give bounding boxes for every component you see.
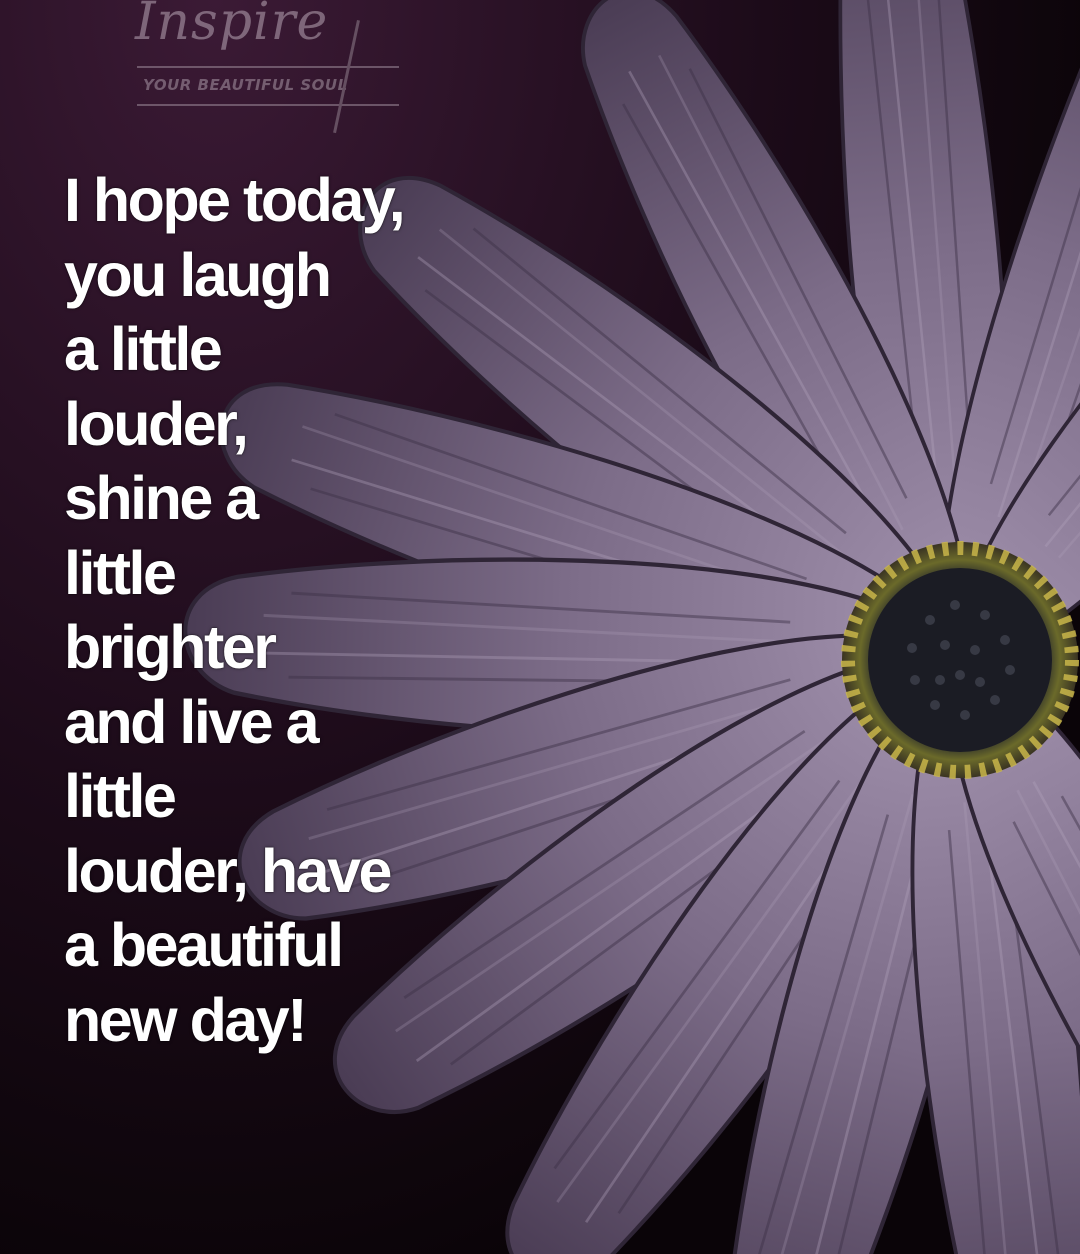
- quote-line: little: [64, 538, 175, 607]
- quote-line: shine a: [64, 464, 257, 532]
- watermark-brand: Inspire: [135, 0, 329, 52]
- quote-line: brighter: [64, 613, 275, 681]
- quote-line: you laugh: [64, 240, 330, 309]
- quote-line: new day!: [64, 985, 306, 1054]
- quote-line: louder,: [64, 389, 247, 458]
- quote-line: and live a: [64, 687, 318, 756]
- quote-line: louder, have: [64, 836, 390, 905]
- quote-line: a little: [64, 315, 221, 383]
- watermark-rule-top: [137, 66, 399, 68]
- quote-line: little: [64, 762, 175, 830]
- quote-line: a beautiful: [64, 911, 342, 979]
- quote-text: [64, 163, 664, 1057]
- watermark-rule-bottom: [137, 104, 399, 106]
- watermark-tagline: YOUR BEAUTIFUL SOUL: [143, 76, 348, 94]
- watermark-logo: [125, 0, 415, 150]
- quote-line: I hope today,: [64, 166, 404, 234]
